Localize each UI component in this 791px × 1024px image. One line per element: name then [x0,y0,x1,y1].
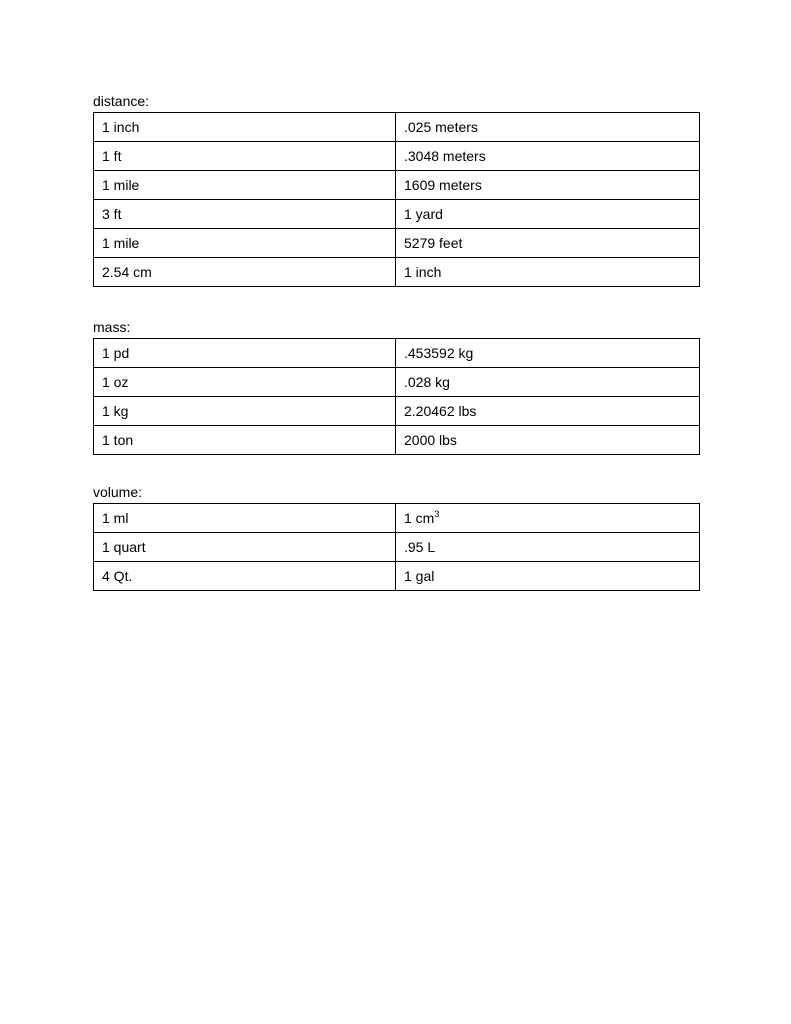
to-cell: .95 L [396,533,700,562]
superscript: 3 [434,509,440,519]
from-cell: 1 oz [94,368,396,397]
to-cell: 1 gal [396,562,700,591]
to-cell: 1 inch [396,258,700,287]
table-row [94,426,700,455]
to-value: 1 cm [404,510,435,526]
table-row [94,258,700,287]
to-cell [396,504,700,533]
to-cell: .3048 meters [396,142,700,171]
table-row [94,562,700,591]
volume-table [93,503,700,591]
to-cell: .025 meters [396,113,700,142]
volume-section [93,484,699,591]
table-row [94,339,700,368]
to-cell: 2000 lbs [396,426,700,455]
table-row [94,142,700,171]
distance-table [93,112,700,287]
mass-section [93,319,699,455]
to-cell: .453592 kg [396,339,700,368]
table-row [94,200,700,229]
from-cell: 1 ml [94,504,396,533]
from-cell: 3 ft [94,200,396,229]
from-cell: 1 pd [94,339,396,368]
table-row [94,504,700,533]
from-cell: 1 inch [94,113,396,142]
from-cell: 1 mile [94,229,396,258]
table-row [94,171,700,200]
volume-heading: volume: [93,484,143,500]
table-row [94,533,700,562]
from-cell: 1 ft [94,142,396,171]
table-row [94,113,700,142]
from-cell: 2.54 cm [94,258,396,287]
table-row [94,229,700,258]
mass-table [93,338,700,455]
mass-heading: mass: [93,319,131,335]
to-cell: 1609 meters [396,171,700,200]
table-row [94,397,700,426]
distance-section [93,93,699,287]
from-cell: 1 quart [94,533,396,562]
from-cell: 1 kg [94,397,396,426]
to-cell: 2.20462 lbs [396,397,700,426]
from-cell: 1 mile [94,171,396,200]
from-cell: 1 ton [94,426,396,455]
distance-heading: distance: [93,93,150,109]
to-cell: 1 yard [396,200,700,229]
to-cell: .028 kg [396,368,700,397]
from-cell: 4 Qt. [94,562,396,591]
to-cell: 5279 feet [396,229,700,258]
table-row [94,368,700,397]
